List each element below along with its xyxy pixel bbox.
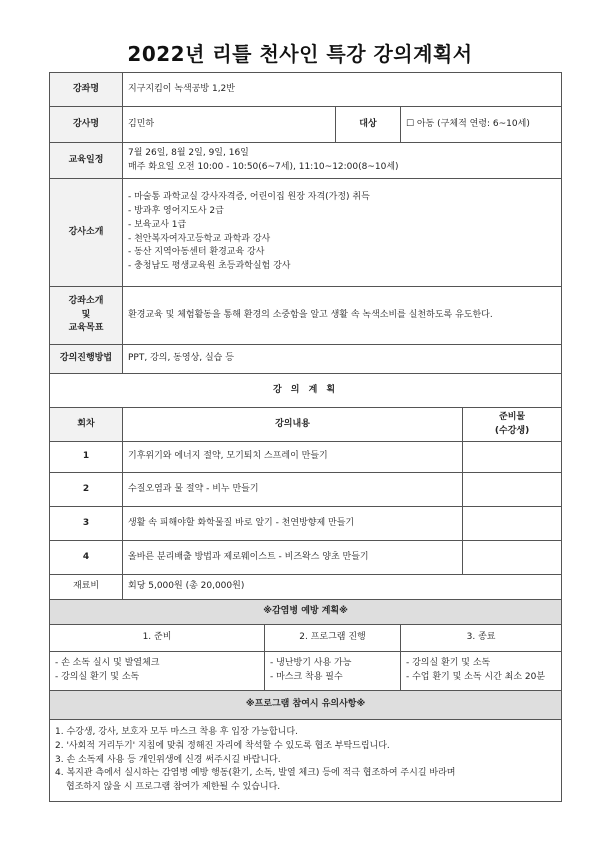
note-item: 2. '사회적 거리두기' 지침에 맞춰 정해진 자리에 착석할 수 있도록 협조 부탁드립니다. <box>55 740 390 751</box>
bio-item: - 충청남도 평생교육원 초등과학실험 강사 <box>128 261 291 272</box>
session-material <box>463 507 562 541</box>
instructor-value: 김민하 <box>123 107 336 143</box>
prevention-title: ※감염병 예방 계획※ <box>50 600 562 625</box>
plan-header-session: 회차 <box>50 408 123 442</box>
schedule-times: 매주 화요일 오전 10:00 - 10:50(6~7세), 11:10~12:00(8~10세) <box>128 161 399 172</box>
session-material <box>463 473 562 507</box>
target-value: ☐ 아동 (구체적 연령: 6~10세) <box>401 107 562 143</box>
session-content: 생활 속 피해야할 화학물질 바로 알기 - 천연방향제 만들기 <box>123 507 463 541</box>
notes-list <box>55 726 556 796</box>
note-item-continued: 협조하지 않을 시 프로그램 참여가 제한될 수 있습니다. <box>66 782 281 793</box>
fee-value: 회당 5,000원 (총 20,000원) <box>123 575 562 600</box>
prevention-item: - 강의실 환기 및 소독 <box>406 658 491 669</box>
bio-item: - 동산 지역아동센터 환경교육 강사 <box>128 247 265 258</box>
lecture-plan-table <box>49 72 562 802</box>
bio-item: - 방과후 영어지도사 2급 <box>128 205 224 216</box>
schedule-value <box>123 143 562 179</box>
session-material <box>463 442 562 473</box>
prevention-items-end <box>401 652 562 691</box>
target-label: 대상 <box>336 107 401 143</box>
bio-item: - 마술통 과학교실 강사자격증, 어린이집 원장 자격(가정) 취득 <box>128 191 370 202</box>
session-material <box>463 541 562 575</box>
plan-header-content: 강의내용 <box>123 408 463 442</box>
prevention-item: - 마스크 착용 필수 <box>270 672 343 682</box>
session-number: 1 <box>50 442 123 473</box>
prevention-items-prepare <box>50 652 265 691</box>
material-header-line: (수강생) <box>494 425 530 436</box>
prevention-step-progress: 2. 프로그램 진행 <box>265 625 401 652</box>
prevention-items-progress <box>265 652 401 691</box>
course-label: 강좌명 <box>50 73 123 107</box>
notes-title: ※프로그램 참여시 유의사항※ <box>50 691 562 720</box>
bio-value <box>123 179 562 287</box>
method-value: PPT, 강의, 동영상, 실습 등 <box>123 345 562 374</box>
prevention-item: - 냉난방기 사용 가능 <box>270 658 352 669</box>
bio-item: - 천안복자여자고등학교 과학과 강사 <box>128 233 271 244</box>
material-header-line: 준비물 <box>499 411 526 422</box>
instructor-label: 강사명 <box>50 107 123 143</box>
goal-label-line: 및 <box>81 309 91 320</box>
prevention-step-prepare: 1. 준비 <box>50 625 265 652</box>
plan-header-material <box>463 408 562 442</box>
session-number: 4 <box>50 541 123 575</box>
note-item: 3. 손 소독제 사용 등 개인위생에 신경 써주시길 바랍니다. <box>55 754 281 765</box>
prevention-item: - 강의실 환기 및 소독 <box>55 672 140 682</box>
fee-label: 재료비 <box>50 575 123 600</box>
prevention-item: - 수업 환기 및 소독 시간 최소 20분 <box>406 672 546 682</box>
plan-title: 강 의 계 획 <box>50 374 562 408</box>
prevention-step-end: 3. 종료 <box>401 625 562 652</box>
schedule-dates: 7월 26일, 8월 2일, 9일, 16일 <box>128 147 249 158</box>
prevention-item: - 손 소독 실시 및 발열체크 <box>55 658 160 669</box>
session-number: 2 <box>50 473 123 507</box>
goal-label <box>50 287 123 345</box>
bio-label: 강사소개 <box>50 179 123 287</box>
goal-label-line: 강좌소개 <box>68 295 104 306</box>
session-content: 수질오염과 물 절약 - 비누 만들기 <box>123 473 463 507</box>
notes-body <box>50 720 562 802</box>
method-label: 강의진행방법 <box>50 345 123 374</box>
goal-value: 환경교육 및 체험활동을 통해 환경의 소중함을 알고 생활 속 녹색소비를 실천하도록 유도한다. <box>123 287 562 345</box>
goal-label-line: 교육목표 <box>68 323 104 334</box>
session-content: 올바른 분리배출 방법과 제로웨이스트 - 비즈왁스 양초 만들기 <box>123 541 463 575</box>
document-title: 2022년 리틀 천사인 특강 강의계획서 <box>127 42 473 66</box>
session-number: 3 <box>50 507 123 541</box>
note-item: 4. 복지관 측에서 실시하는 감염병 예방 행동(환기, 소독, 발열 체크) 등에 적극 협조하여 주시길 바라며 <box>55 768 456 779</box>
note-item: 1. 수강생, 강사, 보호자 모두 마스크 착용 후 입장 가능합니다. <box>55 726 298 737</box>
schedule-label: 교육일정 <box>50 143 123 179</box>
course-value: 지구지킴이 녹색공방 1,2반 <box>123 73 562 107</box>
bio-list <box>128 191 556 275</box>
bio-item: - 보육교사 1급 <box>128 219 187 230</box>
session-content: 기후위기와 에너지 절약, 모기퇴치 스프레이 만들기 <box>123 442 463 473</box>
